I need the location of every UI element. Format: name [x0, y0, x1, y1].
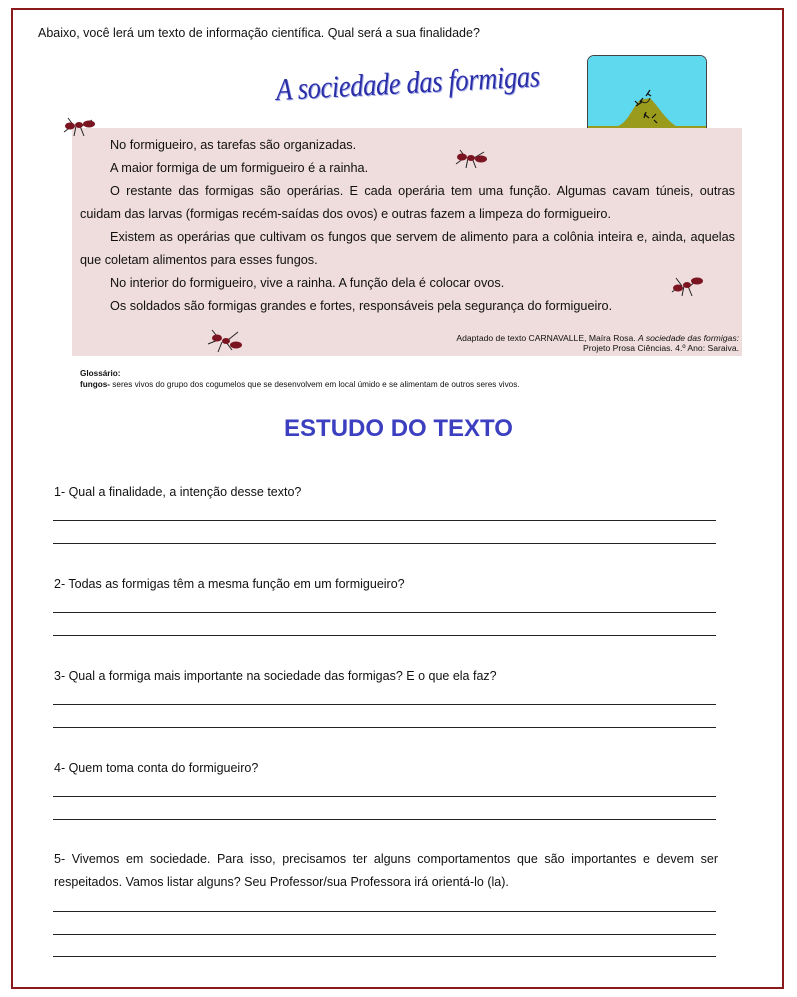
ant-icon — [60, 114, 100, 140]
paragraph-3: O restante das formigas são operárias. E cada operária tem uma função. Algumas cavam túneis, outras cuidam das larvas (formigas recém-saídas dos ovos) e outras fazem a limpeza do formigueiro. — [80, 184, 735, 221]
ant-icon — [206, 326, 246, 356]
answer-line[interactable] — [53, 819, 716, 820]
paragraph-5: No interior do formigueiro, vive a rainha. A função dela é colocar ovos. — [110, 276, 505, 290]
ant-icon — [452, 146, 492, 172]
source-citation: Adaptado de texto CARNAVALLE, Maíra Rosa. A sociedade das formigas: Projeto Prosa Ciências. 4.º Ano: Saraiva. — [456, 333, 739, 353]
answer-line[interactable] — [53, 956, 716, 957]
text-title: A sociedade das formigas — [275, 58, 541, 107]
answer-line[interactable] — [53, 543, 716, 544]
paragraph-4: Existem as operárias que cultivam os fungos que servem de alimento para a colônia inteira e, ainda, aquelas que coletam alimentos para esses fungos. — [80, 230, 735, 267]
answer-line[interactable] — [53, 612, 716, 613]
answer-line[interactable] — [53, 934, 716, 935]
question-5: 5- Vivemos em sociedade. Para isso, precisamos ter alguns comportamentos que são importantes e devem ser respeitados. Vamos listar alguns? Seu Professor/sua Professora irá orientá-lo (la). — [54, 852, 718, 889]
question-4: 4- Quem toma conta do formigueiro? — [54, 761, 259, 775]
question-1: 1- Qual a finalidade, a intenção desse texto? — [54, 485, 302, 499]
answer-line[interactable] — [53, 704, 716, 705]
answer-line[interactable] — [53, 635, 716, 636]
answer-line[interactable] — [53, 911, 716, 912]
question-3: 3- Qual a formiga mais importante na sociedade das formigas? E o que ela faz? — [54, 669, 497, 683]
paragraph-2: A maior formiga de um formigueiro é a rainha. — [110, 161, 369, 175]
question-2: 2- Todas as formigas têm a mesma função em um formigueiro? — [54, 577, 405, 591]
answer-line[interactable] — [53, 727, 716, 728]
paragraph-6: Os soldados são formigas grandes e fortes, responsáveis pela segurança do formigueiro. — [110, 299, 613, 313]
answer-line[interactable] — [53, 520, 716, 521]
study-heading: ESTUDO DO TEXTO — [284, 415, 513, 442]
ant-icon — [668, 272, 708, 300]
answer-line[interactable] — [53, 796, 716, 797]
paragraph-1: No formigueiro, as tarefas são organizadas. — [110, 138, 357, 152]
glossary: Glossário: fungos- seres vivos do grupo dos cogumelos que se desenvolvem em local úmido e se alimentam de outros seres vivos. — [80, 369, 520, 389]
intro-text: Abaixo, você lerá um texto de informação científica. Qual será a sua finalidade? — [38, 26, 480, 40]
